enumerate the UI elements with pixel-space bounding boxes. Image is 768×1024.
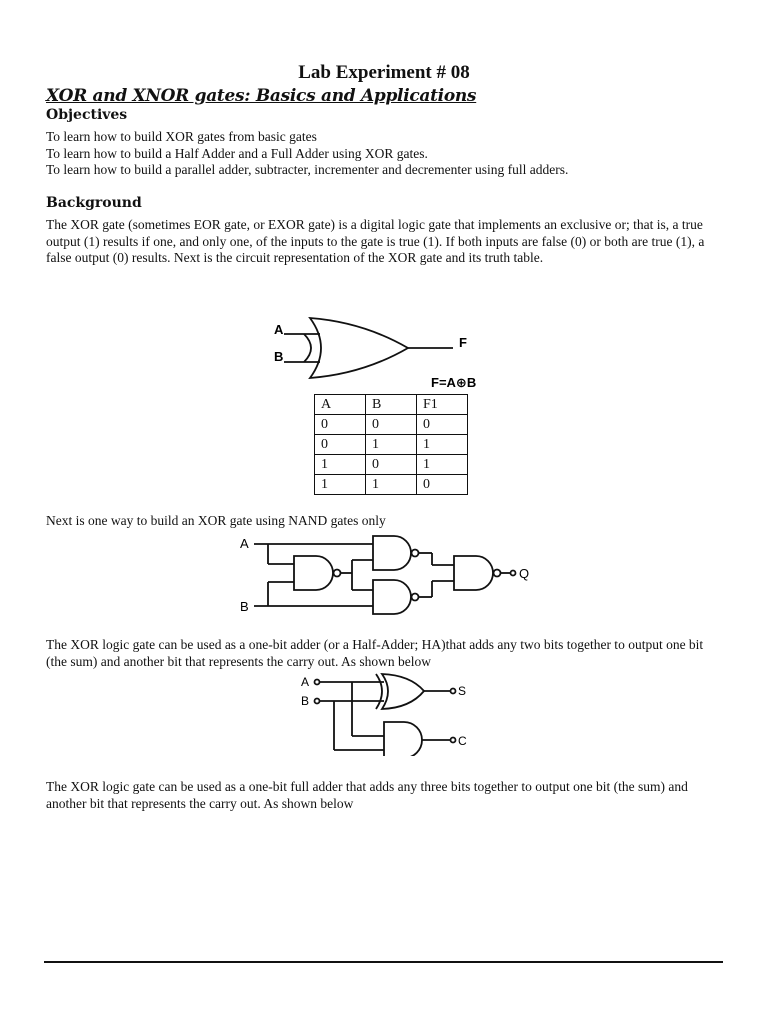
half-adder-intro-text: The XOR logic gate can be used as a one-bit adder (or a Half-Adder; HA)that adds any two bits together to output one bit (the sum) and another bit that represents the carry out. As shown below xyxy=(46,637,704,669)
table-cell: 0 xyxy=(315,415,366,435)
table-cell: 0 xyxy=(417,415,468,435)
label-b: B xyxy=(301,694,310,708)
table-cell: 1 xyxy=(417,455,468,475)
table-header: A xyxy=(315,395,366,415)
half-adder-circuit xyxy=(292,672,482,756)
nand-bubble xyxy=(412,550,419,557)
table-cell: 0 xyxy=(366,455,417,475)
xor-gate-body xyxy=(310,318,408,378)
xor-equation: F=A⊕B xyxy=(431,375,477,390)
table-cell: 1 xyxy=(366,435,417,455)
table-cell: 1 xyxy=(417,435,468,455)
truth-table xyxy=(314,394,468,495)
table-cell: 0 xyxy=(315,435,366,455)
table-row xyxy=(315,455,468,475)
nand-bubble xyxy=(412,594,419,601)
input-terminal xyxy=(315,680,320,685)
and-gate xyxy=(384,722,422,756)
nand-intro-text: Next is one way to build an XOR gate using NAND gates only xyxy=(46,513,386,528)
full-adder-intro-text: The XOR logic gate can be used as a one-bit full adder that adds any three bits together to output one bit (the sum) and another bit that represents the carry out. As shown below xyxy=(46,779,688,811)
nand-xor-circuit xyxy=(232,532,542,616)
objective-item: To learn how to build a parallel adder, subtracter, incrementer and decrementer using full adders. xyxy=(46,162,569,177)
label-a: A xyxy=(240,536,249,551)
xor-input-curve xyxy=(376,674,382,709)
label-s: S xyxy=(458,684,467,698)
objectives-heading: Objectives xyxy=(46,107,128,123)
background-paragraph: The XOR gate (sometimes EOR gate, or EXOR gate) is a digital logic gate that implements an exclusive or; that is, a true output (1) results if one, and only one, of the inputs to the gate is true (1). If both inputs are false (0) or both are true (1), a false output (0) results. Next is the circuit representation of the XOR gate and its truth table. xyxy=(46,217,705,265)
table-cell: 1 xyxy=(366,475,417,495)
label-a: A xyxy=(301,675,310,689)
page-subtitle: XOR and XNOR gates: Basics and Applications xyxy=(46,86,477,106)
output-terminal xyxy=(451,738,456,743)
table-row xyxy=(315,475,468,495)
objective-item: To learn how to build a Half Adder and a Full Adder using XOR gates. xyxy=(46,146,428,161)
nand-gate-4 xyxy=(454,556,493,590)
nand-gate-1 xyxy=(294,556,333,590)
nand-gate-3 xyxy=(373,580,411,614)
page-title: Lab Experiment # 08 xyxy=(298,62,470,83)
table-row xyxy=(315,415,468,435)
table-row xyxy=(315,435,468,455)
nand-gate-2 xyxy=(373,536,411,570)
nand-bubble xyxy=(334,570,341,577)
label-f: F xyxy=(459,335,467,350)
xor-gate xyxy=(382,674,424,709)
table-cell: 1 xyxy=(315,475,366,495)
table-cell: 0 xyxy=(417,475,468,495)
table-header-row xyxy=(315,395,468,415)
table-header: F1 xyxy=(417,395,468,415)
output-terminal xyxy=(511,571,516,576)
table-cell: 1 xyxy=(315,455,366,475)
nand-bubble xyxy=(494,570,501,577)
input-terminal xyxy=(315,699,320,704)
label-b: B xyxy=(240,599,249,614)
label-b: B xyxy=(274,349,284,364)
objective-item: To learn how to build XOR gates from basic gates xyxy=(46,129,317,144)
table-header: B xyxy=(366,395,417,415)
label-q: Q xyxy=(519,566,530,581)
table-cell: 0 xyxy=(366,415,417,435)
label-c: C xyxy=(458,734,467,748)
label-a: A xyxy=(274,322,284,337)
xor-gate-diagram xyxy=(268,310,508,392)
footer-divider xyxy=(44,961,723,963)
background-heading: Background xyxy=(46,195,142,211)
output-terminal xyxy=(451,689,456,694)
xor-input-curve xyxy=(304,334,311,362)
